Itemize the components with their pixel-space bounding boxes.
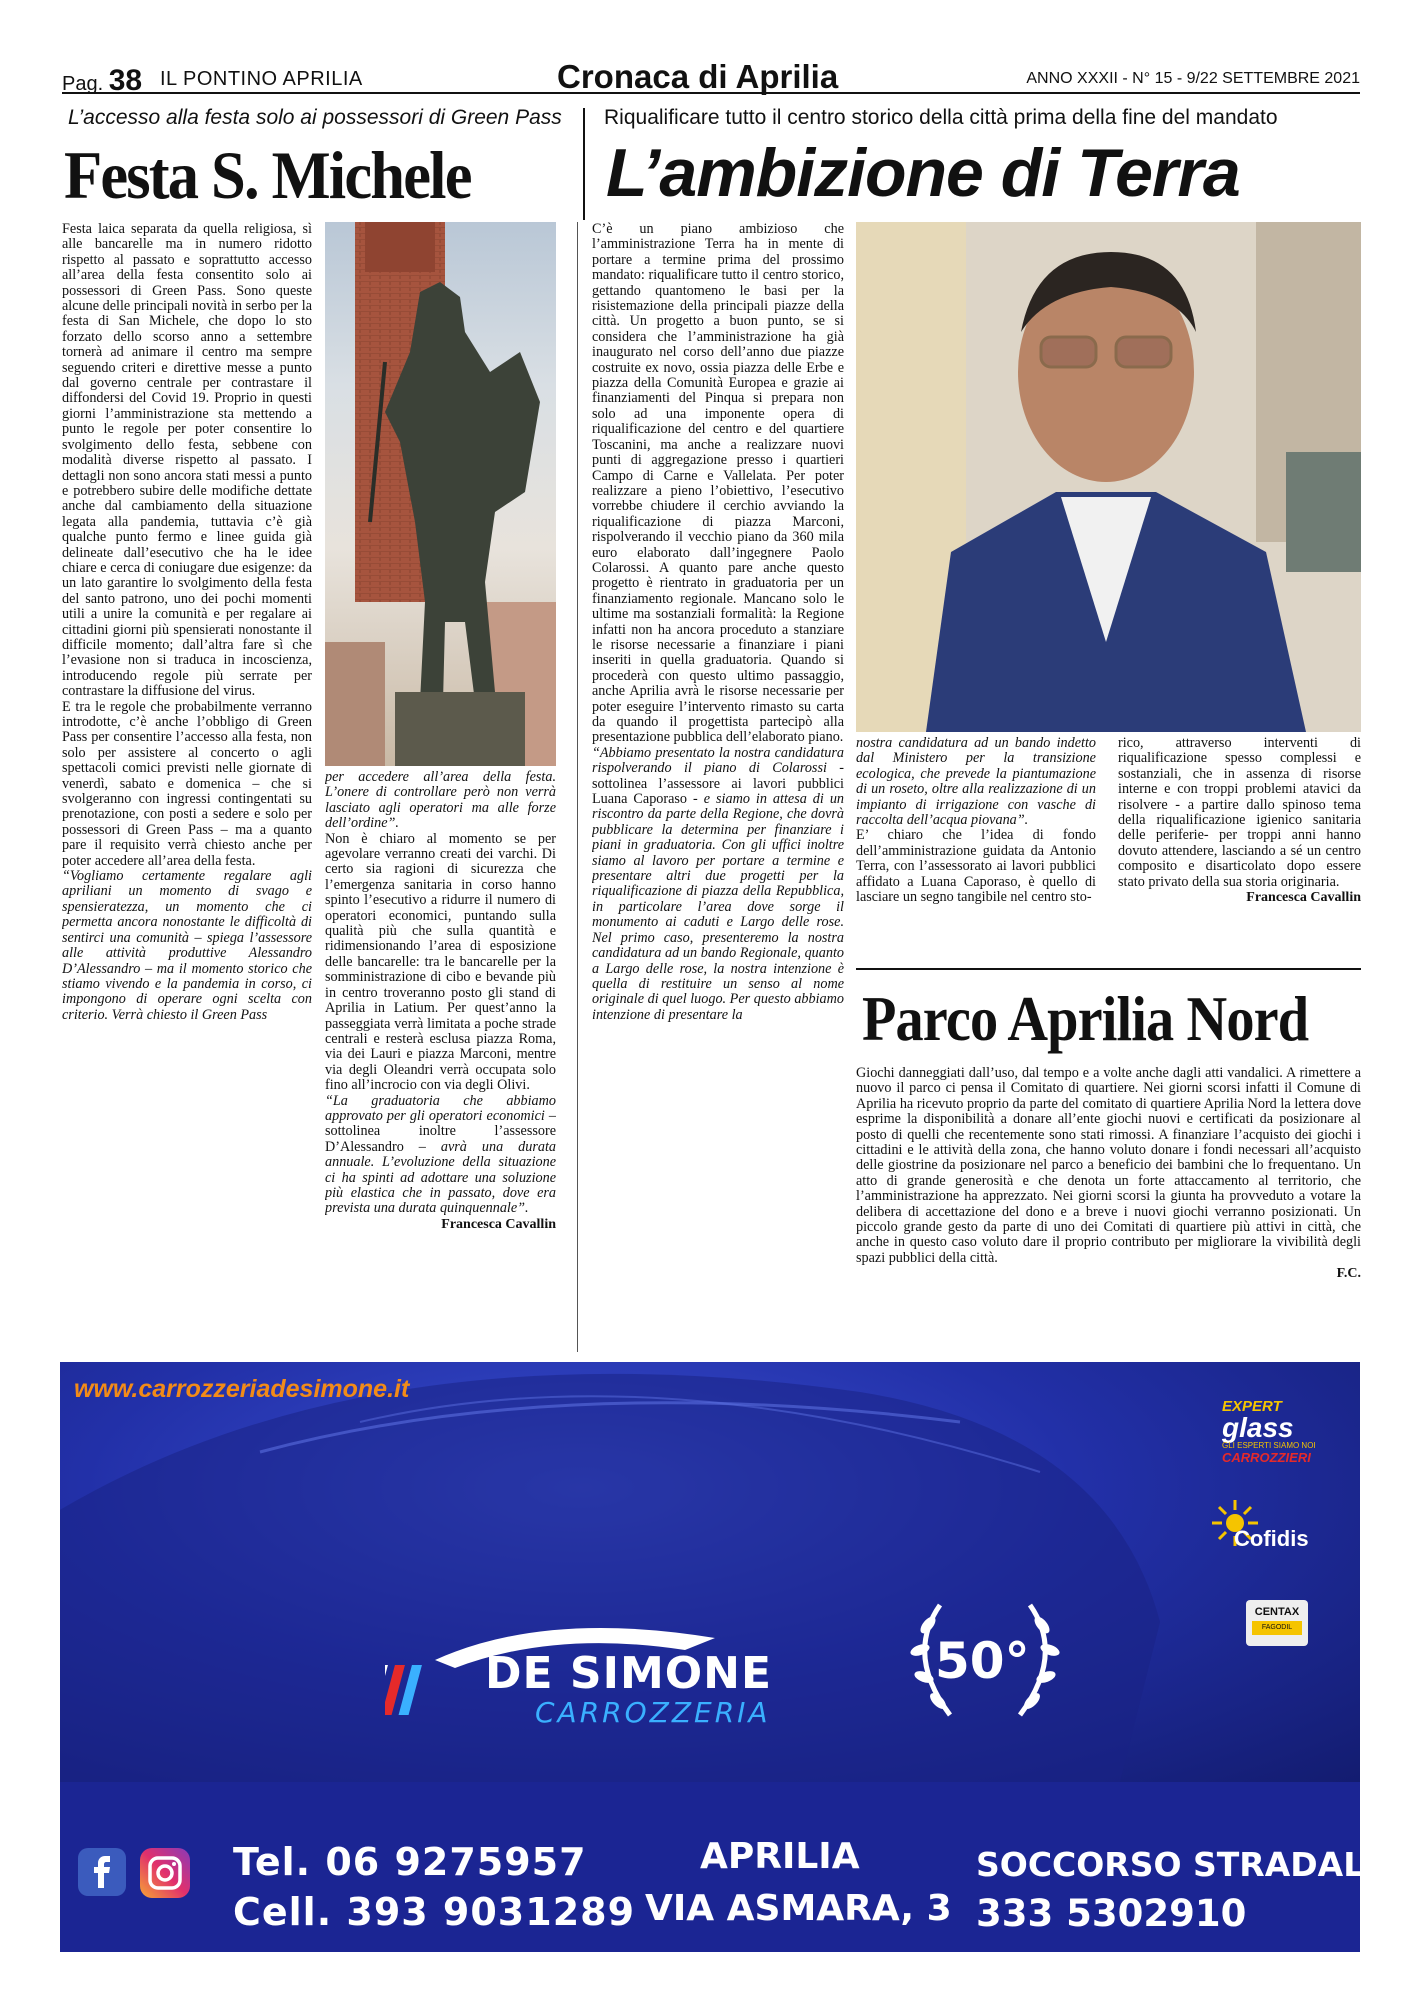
article2-kicker: Riqualificare tutto il centro storico della città prima della fine del mandato bbox=[604, 106, 1278, 129]
article1-paragraph: Festa laica separata da quella religiosa, sì alle bancarelle ma in numero ridotto rispetto al passato e soprattutto accesso all’area della festa consentito solo ai possessori di Green Pass. Sono queste alcune delle principali novità in serbo per la festa di San Michele, che dopo lo sto forzato dello scorso anno a settembre tornerà ad animare il centro ma sempre seguendo criteri e direttive messe a punto dal governo centrale per contrastare il diffondersi del Covid 19. Proprio in questi giorni l’amministrazione sta mettendo a punto le regole per poter consentire lo svolgimento dello festa, sebbene con modalità diverse rispetto al passato. I dettagli non sono ancora stati messi a punto e potrebbero subire delle modifiche dettate anche dal cambiamento della situazione legata alla pandemia, tuttavia c’è già qualche punto fermo e linee guida già delineate dall’esecutivo che ha le idee chiare e cerca di coniugare due esigenze: da un lato garantire lo svolgimento della festa del santo patrono, uno dei pochi momenti utili a unire la comunità e per regalare ai cittadini giorni più spensierati nonostante il difficile momento; dall’altra fare sì che l’evasione non si traduca in incoscienza, introducendo regole più serrate per contrastare la diffusione del virus. bbox=[62, 222, 312, 700]
publication-name: IL PONTINO APRILIA bbox=[160, 68, 363, 90]
article2-paragraph: E’ chiaro che l’idea di fondo dell’amministrazione guidata da Antonio Terra, con l’assessorato ai lavori pubblici affidato a Luana Caporaso, è quello di lasciare un segno tangibile nel centro sto- bbox=[856, 827, 1096, 906]
article2-column-3 bbox=[1118, 736, 1361, 936]
portrait-illustration bbox=[856, 222, 1361, 732]
facebook-glyph bbox=[78, 1848, 126, 1896]
centax-logo: CENTAX FAGODIL bbox=[1246, 1600, 1308, 1646]
ad-mobile[interactable]: Cell. 393 9031289 bbox=[233, 1890, 636, 1934]
article2-quote: nostra candidatura ad un bando indetto dal Ministero per la transizione ecologica, che prevede la piantumazione di un roseto, oltre alla realizzazione di un impianto di irrigazione con vasche di raccolta dell’acqua piovana”. bbox=[856, 736, 1096, 829]
page-header bbox=[62, 58, 1360, 97]
article2-column-2 bbox=[856, 736, 1096, 936]
ad-roadside-number[interactable]: 333 5302910 bbox=[976, 1892, 1247, 1935]
article1-column-2 bbox=[325, 770, 556, 1354]
article1-quote: “Vogliamo certamente regalare agli apriliani un momento di svago e spensieratezza, un momento che ci permetta ancora nonostante le difficoltà di sentirci una comunità – spiega l’assessore alle attività produttive Alessandro D’Alessandro – ma il momento storico che stiamo vivendo e la pandemia in corso, ci impongono di operare ogni scelta con criterio. Verrà chiesto il Green Pass bbox=[62, 868, 312, 1023]
article3-signature: F.C. bbox=[1336, 1266, 1361, 1282]
article3-body bbox=[856, 1066, 1361, 1356]
statue-illustration bbox=[325, 222, 556, 766]
article2-column-1 bbox=[592, 222, 844, 1354]
article1-column-1 bbox=[62, 222, 312, 1354]
page-number: Pag. 38 bbox=[62, 64, 143, 97]
article2-title: L’ambizione di Terra bbox=[606, 135, 1240, 211]
article3-paragraph: Giochi danneggiati dall’uso, dal tempo e a volte anche dagli atti vandalici. A rimettere a nuovo il parco ci pensa il Comitato di quartiere. Nei giorni scorsi infatti il Comune di Aprilia ha ricevuto proprio da parte del comitato di quartiere Aprilia Nord la lettera dove esprime la disponibilità a donare all’ente giochi nuovi e certificati da posizionare al posto di quelli che recentemente sono stati rimossi. A finanziare l’acquisto dei giochi i cittadini e le attività della zona, che hanno voluto donare i fondi necessari all’acquisto delle giostrine da posizionare nel parco a beneficio dei bambini che lo frequentano. Un atto di grande generosità e che denota un forte attaccamento al territorio, che l’amministrazione ha apprezzato. Nei giorni scorsi la giunta ha provveduto a votare la delibera di accettazione del dono e a breve i nuovi giochi verranno posizionati. Un piccolo grande gesto da parte di uno dei Comitati di quartiere più attivi in città, che anche in questo caso voluto dare il proprio contributo per migliorare la vivibilità degli spazi pubblici della città. bbox=[856, 1066, 1361, 1266]
ad-city: APRILIA bbox=[700, 1836, 860, 1877]
ad-roadside-label: SOCCORSO STRADALE: bbox=[976, 1845, 1400, 1884]
article2-paragraph: C’è un piano ambizioso che l’amministrazione Terra ha in mente di portare a termine prima del prossimo mandato: riqualificare tutto il centro storico, gettando quantomeno le basi per la risistemazione della principali piazze della città. Un progetto a buon punto, se si considera che l’amministrazione ha già inaugurato nel corso dell’anno due piazze costruite ex novo, ossia piazza delle Erbe e piazza della Comunità Europea e grazie ai finanziamenti del Pinqua si prepara non solo ad una imponente opera di riqualificazione del centro e del quartiere Toscanini, ma anche a realizzare nuovi punti di aggregazione presso i quartieri Campo di Carne e Vallelata. Per poter realizzare a pieno l’obiettivo, l’esecutivo vorrebbe chiudere il cerchio avviando la riqualificazione di piazza Marconi, rispolverando il vecchio piano da 360 mila euro elaborato dall’ingegnere Paolo Colarossi. A quanto pare anche questo progetto è rientrato in graduatoria per un finanziamento regionale. Mancano solo le ultime ma sostanziali formalità: la Regione infatti non ha ancora proceduto a stanziare le risorse necessarie a finanziare i piani inseriti in quella graduatoria. Quando si procederà con questo ultimo passaggio, anche Aprilia avrà le risorse necessarie per poter eseguire l’intervento rimasto su carta da quando il progettista partecipò alla presentazione pubblica dell’elaborato piano. bbox=[592, 222, 844, 746]
article1-paragraph: Non è chiaro al momento se per agevolare verranno creati dei varchi. Di certo sia ragioni di sicurezza che l’emergenza sanitaria in corso hanno spinto l’esecutivo a ridurre il numero di operatori economici, puntando sulla qualità più che sulla quantità e ridimensionando l’area di esposizione delle bancarelle: tra le bancarelle per la somministrazione di cibo e bevande più in centro troveranno posto gli stand di Aprilia in Latium. Per quest’anno la passeggiata verrà limitata a poche strade centrali e resterà esclusa piazza Roma, via dei Lauri e piazza Marconi, mentre via degli Oleandri verrà occupata solo fino all’incrocio con via degli Olivi. bbox=[325, 830, 556, 1094]
cofidis-logo: Cofidis bbox=[1212, 1500, 1342, 1570]
statue-photo bbox=[325, 222, 556, 766]
article2-paragraph: rico, attraverso interventi di riqualificazione spesso complessi e sostanziali, che in assenza di risorse interne e con troppi problemi atavici da risolvere - a partire dallo spinoso tema della riqualificazione igienico sanitaria delle periferie- per troppi anni hanno dovuto attendere, lasciando a sé un centro composito e disarticolato dopo essere stato privato della sua storia originaria. bbox=[1118, 736, 1361, 890]
facebook-icon[interactable] bbox=[78, 1848, 126, 1896]
article1-kicker: L’accesso alla festa solo ai possessori di Green Pass bbox=[68, 106, 562, 129]
ad-telephone[interactable]: Tel. 06 9275957 bbox=[233, 1840, 587, 1884]
issue-info: ANNO XXXII - N° 15 - 9/22 SETTEMBRE 2021 bbox=[1026, 70, 1360, 87]
ad-website-link[interactable]: www.carrozzeriadesimone.it bbox=[74, 1375, 410, 1403]
ad-address: VIA ASMARA, 3 bbox=[645, 1888, 952, 1929]
portrait-photo bbox=[856, 222, 1361, 732]
article3-title: Parco Aprilia Nord bbox=[862, 983, 1309, 1054]
ad-anniversary: 50° bbox=[935, 1632, 1030, 1690]
column-divider bbox=[583, 108, 585, 220]
article2-quote-block: “Abbiamo presentato la nostra candidatura rispolverando il piano di Colarossi - sottolinea l’assessore ai lavori pubblici Luana Caporaso - e siamo in attesa di un riscontro da parte della Regione, che dovrà pubblicare la determina per finanziare i piani in graduatoria. Con gli uffici inoltre siamo al lavoro per portare a termine e presentare altri due progetti per la riqualificazione di piazza della Repubblica, in particolare l’area dove sorge il monumento ai caduti e Largo delle rose. Nel primo caso, presenteremo la nostra candidatura ad un bando Regionale, quanto a Largo delle rose, la nostra intenzione è quella di restituire un senso al nome originale di quel luogo. Per questo abbiamo intenzione di presentare la bbox=[592, 744, 844, 1023]
column-divider bbox=[577, 222, 578, 1352]
article1-signature: Francesca Cavallin bbox=[441, 1216, 556, 1232]
ad-brand: DE SIMONE bbox=[485, 1648, 773, 1699]
article2-signature: Francesca Cavallin bbox=[1246, 890, 1361, 906]
instagram-glyph bbox=[140, 1848, 190, 1898]
section-title: Cronaca di Aprilia bbox=[557, 58, 839, 95]
article1-quote: per accedere all’area della festa. L’onere di controllare però non verrà lasciato agli operatori ma alle forze dell’ordine”. bbox=[325, 770, 556, 832]
ad-brand-sub: CARROZZERIA bbox=[535, 1696, 771, 1729]
expert-glass-logo: EXPERT glass GLI ESPERTI SIAMO NOI CARROZZIERI bbox=[1222, 1398, 1316, 1465]
article1-paragraph: E tra le regole che probabilmente verranno introdotte, c’è anche l’obbligo di Green Pass per consentire l’accesso alla festa, non solo per assistere al concerto o agli spettacoli comici previsti nelle giornate di venerdì, sabato e domenica – che si svolgeranno con ingressi contingentati su prenotazione, con posti a sedere e solo per possessori di Green Pass – ma a quanto pare il requisito verrà chiesto anche per poter accedere all’area della festa. bbox=[62, 698, 312, 869]
article1-title: Festa S. Michele bbox=[64, 137, 471, 213]
instagram-icon[interactable] bbox=[140, 1848, 190, 1898]
article1-quote-block: “La graduatoria che abbiamo approvato per gli operatori economici – sottolinea inoltre l’assessore D’Alessandro – avrà una durata annuale. L’evoluzione della situazione ci ha spinti ad adottare una soluzione più elastica che in passato, dove era prevista una durata quinquennale”. bbox=[325, 1092, 556, 1217]
